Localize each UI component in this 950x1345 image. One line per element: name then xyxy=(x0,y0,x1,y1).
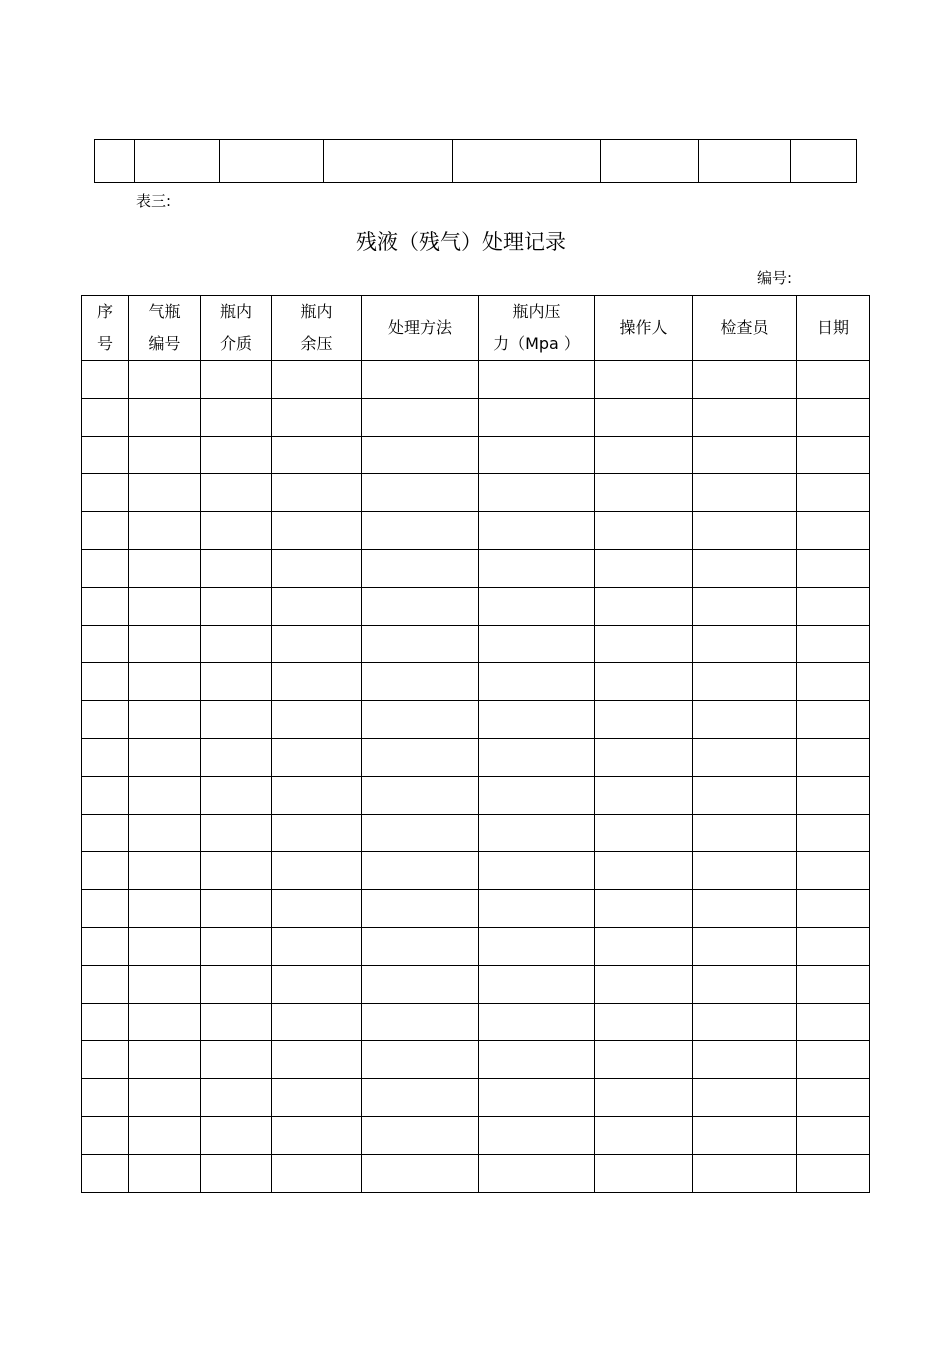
table-cell xyxy=(595,512,693,550)
table-cell xyxy=(479,738,595,776)
table-cell xyxy=(693,927,797,965)
table-cell xyxy=(201,1154,272,1192)
table-cell xyxy=(129,738,201,776)
table-cell xyxy=(479,1154,595,1192)
table-cell xyxy=(797,776,870,814)
table-cell xyxy=(797,1116,870,1154)
table-row xyxy=(82,1079,870,1117)
table-cell xyxy=(693,549,797,587)
table-cell xyxy=(362,361,479,399)
table-cell xyxy=(129,1079,201,1117)
column-header-text: 编号 xyxy=(148,334,181,353)
table-cell xyxy=(129,549,201,587)
table-cell xyxy=(82,1154,129,1192)
table-cell xyxy=(220,140,324,183)
table-cell xyxy=(272,549,362,587)
table-cell xyxy=(362,549,479,587)
column-header xyxy=(272,296,362,361)
table-cell xyxy=(479,549,595,587)
table-cell xyxy=(453,140,601,183)
table-cell xyxy=(693,776,797,814)
table-cell xyxy=(797,625,870,663)
top-table-row xyxy=(95,140,857,183)
column-header-text: 号 xyxy=(96,334,113,353)
column-header-text: 余压 xyxy=(300,334,333,353)
table-cell xyxy=(201,701,272,739)
table-cell xyxy=(479,814,595,852)
table-row xyxy=(82,549,870,587)
table-cell xyxy=(201,474,272,512)
table-cell xyxy=(699,140,791,183)
table-cell xyxy=(362,436,479,474)
table-cell xyxy=(129,361,201,399)
table-cell xyxy=(595,587,693,625)
table-cell xyxy=(797,587,870,625)
column-header xyxy=(201,296,272,361)
table-cell xyxy=(129,1003,201,1041)
table-cell xyxy=(362,965,479,1003)
table-cell xyxy=(479,965,595,1003)
table-cell xyxy=(797,852,870,890)
table-cell xyxy=(201,436,272,474)
column-header xyxy=(362,296,479,361)
table-cell xyxy=(479,1116,595,1154)
table-cell xyxy=(595,701,693,739)
table-cell xyxy=(601,140,699,183)
column-header-text: 序 xyxy=(96,302,113,321)
table-cell xyxy=(129,852,201,890)
document-number-label: 编号: xyxy=(757,269,793,287)
table-cell xyxy=(272,701,362,739)
table-cell xyxy=(479,625,595,663)
table-cell xyxy=(479,361,595,399)
table-cell xyxy=(201,1041,272,1079)
table-cell xyxy=(272,1154,362,1192)
table-cell xyxy=(362,398,479,436)
table-cell xyxy=(693,1116,797,1154)
table-cell xyxy=(201,398,272,436)
table-cell xyxy=(693,474,797,512)
table-cell xyxy=(693,1041,797,1079)
table-cell xyxy=(595,852,693,890)
table-cell xyxy=(693,1079,797,1117)
table-cell xyxy=(479,474,595,512)
table-cell xyxy=(129,965,201,1003)
table-cell xyxy=(82,398,129,436)
table-row xyxy=(82,663,870,701)
table-label: 表三: xyxy=(136,192,172,210)
table-cell xyxy=(595,436,693,474)
table-cell xyxy=(82,890,129,928)
table-cell xyxy=(479,890,595,928)
table-cell xyxy=(129,436,201,474)
table-row xyxy=(82,361,870,399)
table-row xyxy=(82,814,870,852)
table-cell xyxy=(362,1003,479,1041)
table-cell xyxy=(272,625,362,663)
table-cell xyxy=(82,965,129,1003)
table-cell xyxy=(693,625,797,663)
column-header-text: 检查员 xyxy=(720,318,769,337)
table-cell xyxy=(82,1003,129,1041)
table-cell xyxy=(693,1003,797,1041)
column-header xyxy=(82,296,129,361)
table-cell xyxy=(82,927,129,965)
table-cell xyxy=(82,701,129,739)
table-cell xyxy=(797,512,870,550)
table-cell xyxy=(595,1154,693,1192)
table-header-row xyxy=(82,296,870,361)
table-cell xyxy=(129,512,201,550)
table-cell xyxy=(201,890,272,928)
table-row xyxy=(82,852,870,890)
table-cell xyxy=(272,1079,362,1117)
table-cell xyxy=(201,738,272,776)
table-cell xyxy=(595,776,693,814)
table-cell xyxy=(693,1154,797,1192)
column-header xyxy=(129,296,201,361)
table-cell xyxy=(479,436,595,474)
table-cell xyxy=(362,776,479,814)
disposal-record-table xyxy=(81,295,870,1193)
table-cell xyxy=(797,890,870,928)
table-cell xyxy=(797,1079,870,1117)
table-cell xyxy=(82,512,129,550)
table-cell xyxy=(797,361,870,399)
table-cell xyxy=(82,361,129,399)
table-cell xyxy=(129,701,201,739)
table-cell xyxy=(82,852,129,890)
table-cell xyxy=(272,663,362,701)
table-cell xyxy=(201,1003,272,1041)
table-cell xyxy=(129,663,201,701)
table-cell xyxy=(479,1003,595,1041)
table-cell xyxy=(595,1003,693,1041)
table-row xyxy=(82,890,870,928)
table-cell xyxy=(82,814,129,852)
table-cell xyxy=(201,776,272,814)
table-cell xyxy=(797,1041,870,1079)
table-cell xyxy=(797,738,870,776)
table-cell xyxy=(82,474,129,512)
table-cell xyxy=(201,927,272,965)
table-cell xyxy=(693,587,797,625)
table-cell xyxy=(82,436,129,474)
table-cell xyxy=(362,625,479,663)
table-cell xyxy=(201,1079,272,1117)
table-cell xyxy=(201,587,272,625)
table-cell xyxy=(201,625,272,663)
table-cell xyxy=(201,549,272,587)
table-cell xyxy=(595,398,693,436)
table-cell xyxy=(479,852,595,890)
table-row xyxy=(82,587,870,625)
table-cell xyxy=(595,814,693,852)
table-cell xyxy=(797,1003,870,1041)
table-cell xyxy=(791,140,857,183)
table-cell xyxy=(272,398,362,436)
table-cell xyxy=(82,625,129,663)
table-cell xyxy=(362,1079,479,1117)
table-cell xyxy=(693,890,797,928)
table-cell xyxy=(272,814,362,852)
table-row xyxy=(82,474,870,512)
table-cell xyxy=(362,1041,479,1079)
table-cell xyxy=(362,701,479,739)
table-cell xyxy=(82,663,129,701)
table-cell xyxy=(82,738,129,776)
table-row xyxy=(82,927,870,965)
table-cell xyxy=(595,738,693,776)
table-cell xyxy=(201,814,272,852)
table-row xyxy=(82,1116,870,1154)
table-cell xyxy=(272,1041,362,1079)
table-cell xyxy=(129,890,201,928)
column-header-text: 操作人 xyxy=(619,318,668,337)
table-cell xyxy=(797,663,870,701)
column-header-text: 日期 xyxy=(816,318,849,337)
table-cell xyxy=(479,1079,595,1117)
table-cell xyxy=(693,361,797,399)
table-cell xyxy=(95,140,135,183)
table-cell xyxy=(129,398,201,436)
table-cell xyxy=(479,663,595,701)
table-cell xyxy=(797,965,870,1003)
table-cell xyxy=(272,890,362,928)
table-cell xyxy=(272,512,362,550)
table-cell xyxy=(362,852,479,890)
table-cell xyxy=(693,436,797,474)
table-cell xyxy=(272,1003,362,1041)
table-row xyxy=(82,436,870,474)
table-cell xyxy=(272,361,362,399)
table-row xyxy=(82,701,870,739)
table-cell xyxy=(129,1154,201,1192)
top-table-fragment xyxy=(94,139,857,183)
table-cell xyxy=(272,927,362,965)
table-cell xyxy=(129,474,201,512)
table-cell xyxy=(201,852,272,890)
table-cell xyxy=(272,1116,362,1154)
column-header-text: 瓶内压 xyxy=(512,302,561,321)
column-header-text: 介质 xyxy=(219,334,252,353)
table-cell xyxy=(272,587,362,625)
table-cell xyxy=(129,776,201,814)
table-cell xyxy=(82,587,129,625)
table-cell xyxy=(479,776,595,814)
table-cell xyxy=(362,814,479,852)
table-cell xyxy=(201,361,272,399)
table-cell xyxy=(693,663,797,701)
table-cell xyxy=(693,512,797,550)
table-cell xyxy=(135,140,220,183)
table-cell xyxy=(362,663,479,701)
table-cell xyxy=(693,738,797,776)
table-cell xyxy=(595,890,693,928)
table-cell xyxy=(797,549,870,587)
table-cell xyxy=(797,814,870,852)
table-row xyxy=(82,738,870,776)
table-cell xyxy=(693,814,797,852)
table-cell xyxy=(272,474,362,512)
table-cell xyxy=(129,1116,201,1154)
table-cell xyxy=(82,1079,129,1117)
column-header xyxy=(479,296,595,361)
table-cell xyxy=(797,927,870,965)
table-row xyxy=(82,1041,870,1079)
table-row xyxy=(82,776,870,814)
table-row xyxy=(82,512,870,550)
table-cell xyxy=(595,1116,693,1154)
table-cell xyxy=(129,625,201,663)
table-cell xyxy=(362,927,479,965)
column-header-text: 瓶内 xyxy=(300,302,333,321)
table-cell xyxy=(693,965,797,1003)
table-cell xyxy=(797,474,870,512)
table-cell xyxy=(201,1116,272,1154)
document-title: 残液（残气）处理记录 xyxy=(356,230,566,254)
table-cell xyxy=(595,474,693,512)
table-cell xyxy=(479,398,595,436)
table-row xyxy=(82,1003,870,1041)
table-cell xyxy=(129,1041,201,1079)
table-cell xyxy=(479,701,595,739)
column-header-text: 处理方法 xyxy=(387,318,452,337)
table-cell xyxy=(595,361,693,399)
table-cell xyxy=(82,549,129,587)
table-cell xyxy=(595,663,693,701)
table-cell xyxy=(272,738,362,776)
table-cell xyxy=(272,852,362,890)
table-cell xyxy=(362,474,479,512)
table-cell xyxy=(272,436,362,474)
table-cell xyxy=(595,1041,693,1079)
table-cell xyxy=(362,587,479,625)
table-cell xyxy=(129,587,201,625)
table-cell xyxy=(797,436,870,474)
column-header xyxy=(595,296,693,361)
table-cell xyxy=(595,549,693,587)
table-cell xyxy=(693,701,797,739)
table-cell xyxy=(797,1154,870,1192)
table-cell xyxy=(479,512,595,550)
table-cell xyxy=(595,965,693,1003)
table-cell xyxy=(362,738,479,776)
column-header xyxy=(693,296,797,361)
table-cell xyxy=(362,512,479,550)
table-cell xyxy=(595,625,693,663)
table-cell xyxy=(201,663,272,701)
column-header-text: 瓶内 xyxy=(219,302,252,321)
table-row xyxy=(82,398,870,436)
table-cell xyxy=(82,776,129,814)
table-cell xyxy=(693,398,797,436)
table-cell xyxy=(129,814,201,852)
table-cell xyxy=(595,1079,693,1117)
table-cell xyxy=(82,1116,129,1154)
table-row xyxy=(82,965,870,1003)
table-cell xyxy=(797,701,870,739)
table-cell xyxy=(479,1041,595,1079)
table-cell xyxy=(324,140,453,183)
table-cell xyxy=(362,890,479,928)
column-header-text: 气瓶 xyxy=(148,302,181,321)
table-cell xyxy=(129,927,201,965)
table-cell xyxy=(479,927,595,965)
table-row xyxy=(82,625,870,663)
table-cell xyxy=(797,398,870,436)
table-cell xyxy=(362,1116,479,1154)
column-header-text: 力（Mpa ） xyxy=(493,334,580,353)
table-row xyxy=(82,1154,870,1192)
table-cell xyxy=(595,927,693,965)
table-cell xyxy=(201,965,272,1003)
table-cell xyxy=(201,512,272,550)
table-cell xyxy=(362,1154,479,1192)
column-header xyxy=(797,296,870,361)
table-cell xyxy=(479,587,595,625)
table-cell xyxy=(693,852,797,890)
table-cell xyxy=(82,1041,129,1079)
table-cell xyxy=(272,776,362,814)
table-cell xyxy=(272,965,362,1003)
